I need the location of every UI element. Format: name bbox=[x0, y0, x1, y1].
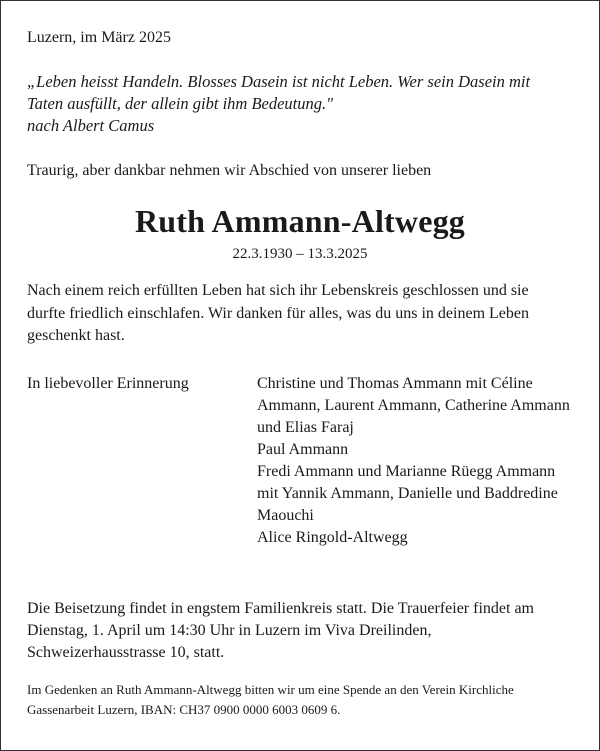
mourner-entry: Fredi Ammann und Marianne Rüegg Ammann mit Yannik Ammann, Danielle und Baddredine Maouchi bbox=[257, 462, 558, 524]
deceased-name: Ruth Ammann-Altwegg bbox=[134, 203, 466, 239]
mourners-list bbox=[257, 373, 573, 549]
quote-attribution: nach Albert Camus bbox=[27, 116, 155, 135]
quote bbox=[27, 71, 573, 137]
life-dates: 22.3.1930 – 13.3.2025 bbox=[232, 246, 368, 262]
quote-line: Taten ausfüllt, der allein gibt ihm Bedeutung." bbox=[27, 94, 334, 113]
quote-line: „Leben heisst Handeln. Blosses Dasein ist nicht Leben. Wer sein Dasein mit bbox=[27, 72, 531, 91]
mourners-label: In liebevoller Erinnerung bbox=[27, 374, 189, 392]
intro-text: Traurig, aber dankbar nehmen wir Abschied von unserer lieben bbox=[27, 162, 432, 179]
funeral-info: Die Beisetzung findet in engstem Familienkreis statt. Die Trauerfeier findet am Dienstag, 1. April um 14:30 Uhr in Luzern im Viva Dreilinden, Schweizerhausstrasse 10, statt. bbox=[27, 599, 534, 661]
mourner-entry: Christine und Thomas Ammann mit Céline Ammann, Laurent Ammann, Catherine Ammann und Elias Faraj bbox=[257, 374, 570, 436]
donation-info: Im Gedenken an Ruth Ammann-Altwegg bitten wir um eine Spende an den Verein Kirchliche Gassenarbeit Luzern, IBAN: CH37 0900 0000 6003 0609 6. bbox=[27, 681, 514, 717]
mourner-entry: Alice Ringold-Altwegg bbox=[257, 528, 408, 546]
mourner-entry: Paul Ammann bbox=[257, 440, 349, 458]
place-date: Luzern, im März 2025 bbox=[27, 29, 171, 46]
farewell-text: Nach einem reich erfüllten Leben hat sich ihr Lebenskreis geschlossen und sie durfte friedlich einschlafen. Wir danken für alles, was du uns in deinem Leben geschenkt hast. bbox=[27, 282, 529, 344]
mourners-section bbox=[27, 373, 573, 549]
